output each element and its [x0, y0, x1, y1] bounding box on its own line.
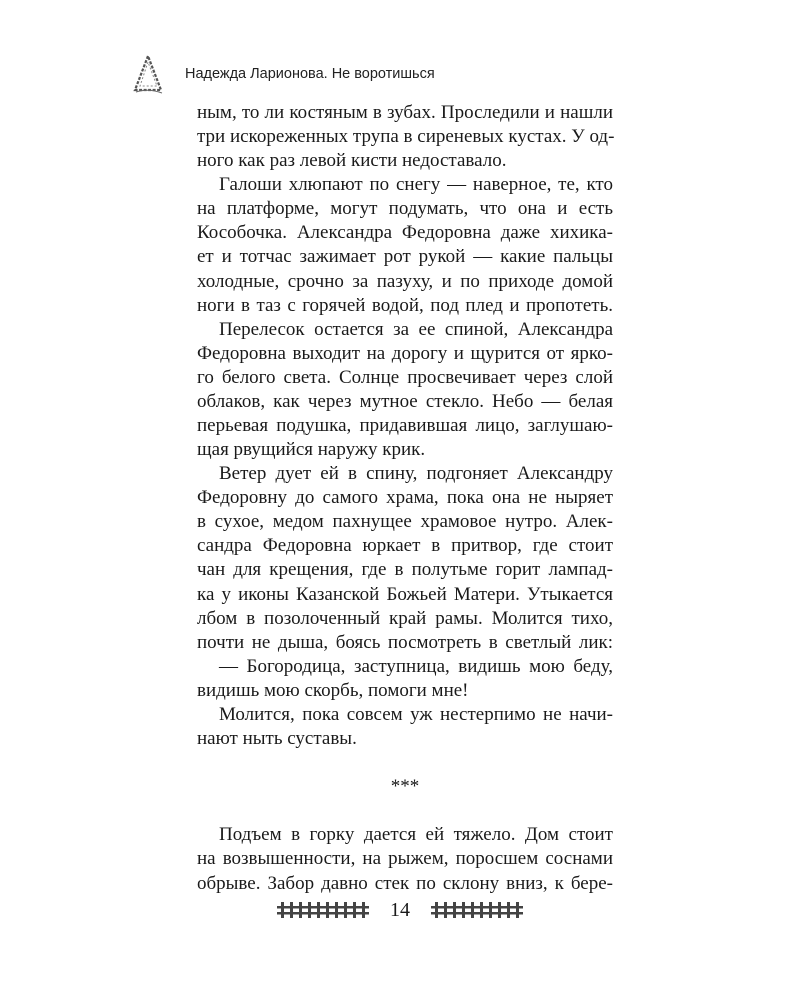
text-line: почти не дыша, боясь посмотреть в светлый лик:: [197, 631, 613, 653]
text-line: сандра Федоровна юркает в притвор, где стоит: [197, 535, 613, 557]
text-line: Подъем в горку дается ей тяжело. Дом стоит: [219, 824, 613, 846]
text-line: Перелесок остается за ее спиной, Александра: [219, 318, 613, 340]
triangle-logo-icon: [131, 52, 165, 96]
text-line: облаков, как через мутное стекло. Небо — белая: [197, 390, 613, 412]
text-line: Федоровну до самого храма, пока она не ныряет: [197, 487, 613, 509]
text-line: ноги в таз с горячей водой, под плед и пропотеть.: [197, 294, 613, 316]
blank-line: [197, 799, 613, 823]
text-line: ным, то ли костяным в зубах. Проследили и нашли: [197, 102, 613, 123]
text-line: — Богородица, заступница, видишь мою беду,: [219, 655, 613, 677]
text-line: видишь мою скорбь, помоги мне!: [197, 679, 469, 701]
text-line: на возвышенности, на рыжем, поросшем соснами: [197, 848, 613, 870]
text-line: холодные, срочно за пазуху, и по приходе домой: [197, 270, 613, 292]
page-number: 14: [390, 898, 410, 921]
text-line: обрыве. Забор давно стек по склону вниз, к бере-: [197, 872, 613, 894]
text-line: щая рвущийся наружу крик.: [197, 439, 426, 461]
text-line: Кособочка. Александра Федоровна даже хихика-: [197, 222, 613, 244]
running-header: Надежда Ларионова. Не воротишься: [185, 66, 435, 82]
section-break: ***: [390, 776, 420, 798]
text-line: Галоши хлюпают по снегу — наверное, те, кто: [219, 174, 613, 196]
blank-line: [197, 751, 613, 775]
text-line: ного как раз левой кисти недоставало.: [197, 150, 507, 172]
text-line: чан для крещения, где в полутьме горит лампад-: [197, 559, 613, 581]
text-line: Федоровна выходит на дорогу и щурится от ярко-: [197, 342, 613, 364]
text-line: ка у иконы Казанской Божьей Матери. Утыкается: [197, 583, 613, 605]
text-line: Молится, пока совсем уж нестерпимо не начи-: [219, 703, 613, 725]
text-line: три искореженных трупа в сиреневых кустах. У од-: [197, 126, 615, 148]
text-line: перьевая подушка, придавившая лицо, заглушаю-: [197, 415, 613, 437]
text-line: на платформе, могут подумать, что она и есть: [197, 198, 613, 220]
text-line: нают ныть суставы.: [197, 728, 357, 750]
page-footer: [0, 898, 800, 922]
text-line: в сухое, медом пахнущее храмовое нутро. Алек-: [197, 511, 613, 533]
text-line: Ветер дует ей в спину, подгоняет Александру: [219, 463, 613, 485]
railroad-ornament-right-icon: [431, 900, 523, 920]
page-body-text: [197, 101, 613, 896]
text-line: лбом в позолоченный край рамы. Молится тихо,: [197, 607, 613, 629]
text-line: ет и тотчас зажимает рот рукой — какие пальцы: [197, 246, 613, 268]
text-line: го белого света. Солнце просвечивает через слой: [197, 366, 613, 388]
railroad-ornament-left-icon: [277, 900, 369, 920]
